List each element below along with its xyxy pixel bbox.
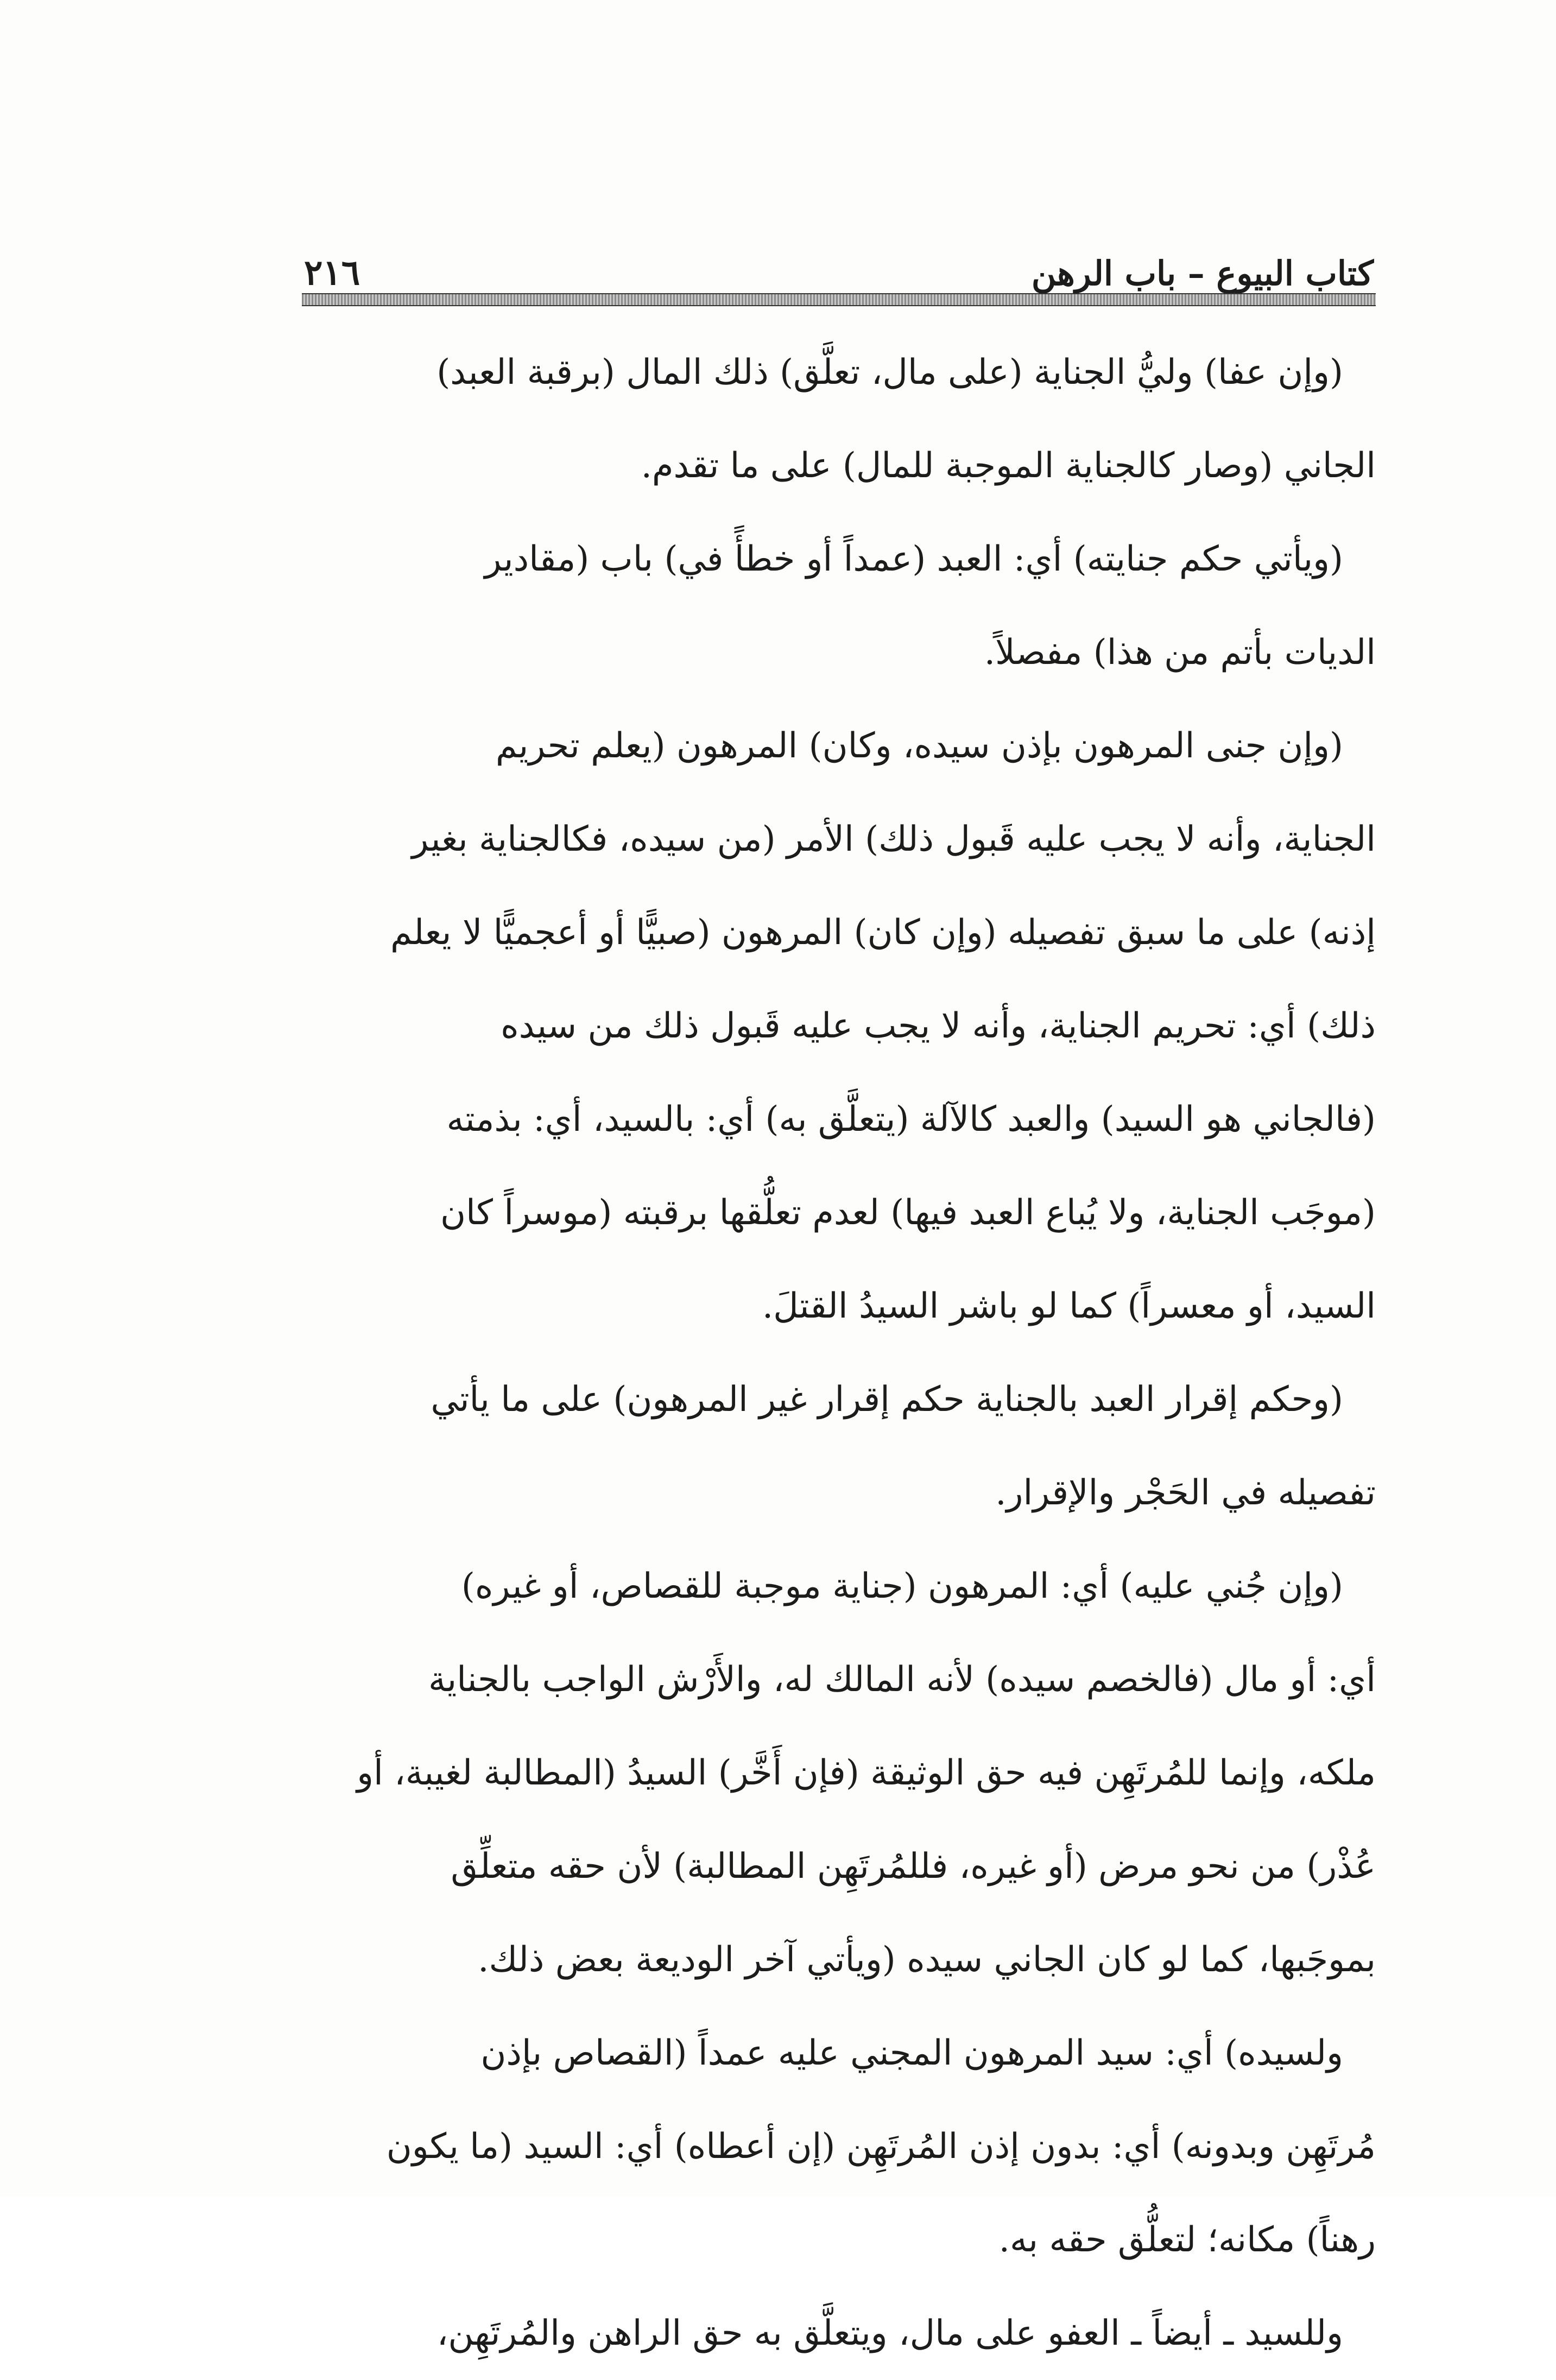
text-line: عُذْر) من نحو مرض (أو غيره، فللمُرتَهِن المطالبة) لأن حقه متعلِّق	[451, 1846, 1376, 1887]
text-line: (موجَب الجناية، ولا يُباع العبد فيها) لعدم تعلُّقها برقبته (موسراً كان	[440, 1193, 1376, 1233]
text-line: بموجَبها، كما لو كان الجاني سيده (ويأتي آخر الوديعة بعض ذلك.	[478, 1940, 1376, 1980]
text-line: (وإن جنى المرهون بإذن سيده، وكان) المرهون (يعلم تحريم	[495, 726, 1343, 766]
text-line: الديات بأتم من هذا) مفصلاً.	[984, 632, 1376, 673]
header-rule	[302, 293, 1376, 306]
text-line: رهناً) مكانه؛ لتعلُّق حقه به.	[998, 2220, 1376, 2260]
text-line: الجاني (وصار كالجناية الموجبة للمال) على ما تقدم.	[641, 446, 1376, 486]
text-line: وللسيد ـ أيضاً ـ العفو على مال، ويتعلَّق به حق الراهن والمُرتَهِن،	[437, 2313, 1343, 2353]
text-line: ملكه، وإنما للمُرتَهِن فيه حق الوثيقة (فإن أَخَّر) السيدُ (المطالبة لغيبة، أو	[357, 1753, 1376, 1793]
body-text	[302, 326, 1376, 2380]
text-line: أي: أو مال (فالخصم سيده) لأنه المالك له، والأَرْش الواجب بالجناية	[428, 1660, 1376, 1700]
text-line: مُرتَهِن وبدونه) أي: بدون إذن المُرتَهِن (إن أعطاه) أي: السيد (ما يكون	[386, 2126, 1376, 2167]
text-line: ذلك) أي: تحريم الجناية، وأنه لا يجب عليه قَبول ذلك من سيده	[501, 1006, 1376, 1046]
text-line: ولسيده) أي: سيد المرهون المجني عليه عمداً (القصاص بإذن	[480, 2033, 1343, 2073]
text-line: (وإن عفا) وليُّ الجناية (على مال، تعلَّق) ذلك المال (برقبة العبد)	[437, 352, 1343, 393]
text-line: إذنه) على ما سبق تفصيله (وإن كان) المرهون (صبيًّا أو أعجميًّا لا يعلم	[390, 913, 1376, 953]
text-line: السيد، أو معسراً) كما لو باشر السيدُ القتلَ.	[762, 1286, 1376, 1326]
text-line: (ويأتي حكم جنايته) أي: العبد (عمداً أو خطأً في) باب (مقادير	[484, 539, 1343, 579]
page-number: ٢١٦	[304, 252, 360, 293]
text-line: (وحكم إقرار العبد بالجناية حكم إقرار غير المرهون) على ما يأتي	[431, 1379, 1343, 1420]
text-line: (فالجاني هو السيد) والعبد كالآلة (يتعلَّق به) أي: بالسيد، أي: بذمته	[446, 1099, 1376, 1140]
running-title: كتاب البيوع – باب الرهن	[1031, 254, 1374, 293]
text-line: تفصيله في الحَجْر والإقرار.	[995, 1473, 1376, 1513]
text-line: الجناية، وأنه لا يجب عليه قَبول ذلك) الأمر (من سيده، فكالجناية بغير	[412, 819, 1376, 859]
page-header	[304, 231, 1374, 293]
text-line: (وإن جُني عليه) أي: المرهون (جناية موجبة للقصاص، أو غيره)	[461, 1566, 1343, 1606]
